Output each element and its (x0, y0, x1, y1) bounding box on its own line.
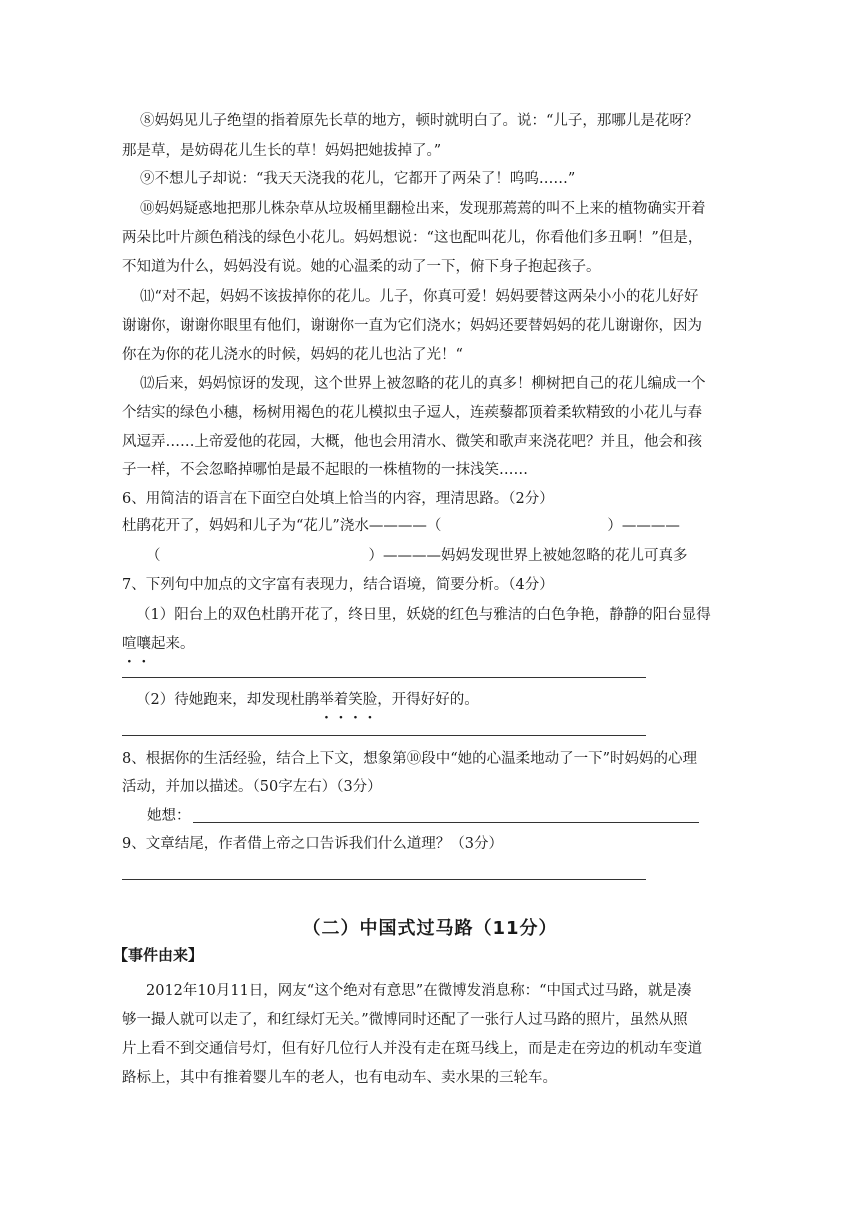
question-6-line-2-start: （ (146, 548, 161, 564)
question-8-she-thinks-label: 她想： (147, 808, 191, 824)
emphasis-dot-char: 脸 (362, 692, 378, 708)
answer-line-8[interactable] (193, 822, 699, 823)
question-7-2-start: （2）待她跑来，却发现杜鹃 (136, 692, 320, 708)
question-6-prompt: 6、用简洁的语言在下面空白处填上恰当的内容，理清思路。（2分） (122, 491, 554, 507)
paragraph-8-line-1: ⑧妈妈见儿子绝望的指着原先长草的地方，顿时就明白了。说：“儿子，那哪儿是花呀？ (140, 113, 699, 129)
answer-line-7-1[interactable] (122, 677, 646, 678)
paragraph-10-line-3: 不知道为什么，妈妈没有说。她的心温柔的动了一下，俯下身子抱起孩子。 (122, 259, 601, 275)
question-7-1-rest: 起来。 (151, 636, 195, 652)
emphasis-dot-char: 嚷 (136, 636, 151, 652)
section-2-line-2: 够一撮人就可以走了，和红绿灯无关。”微博同时还配了一张行人过马路的照片，虽然从照 (122, 1012, 688, 1028)
question-7-2 (136, 685, 756, 715)
paragraph-8-line-2: 那是草，是妨碍花儿生长的草！妈妈把她拔掉了。” (122, 143, 442, 159)
question-8-line-2: 活动，并加以描述。（50字左右）（3分） (122, 779, 382, 795)
question-7-2-end: ，开得好好的。 (377, 692, 479, 708)
question-7-prompt: 7、下列句中加点的文字富有表现力，结合语境，简要分析。（4分） (122, 577, 554, 593)
question-7-1-line-2 (122, 629, 742, 659)
paragraph-12-line-4: 子一样，不会忽略掉哪怕是最不起眼的一株植物的一抹浅笑…… (122, 462, 528, 478)
section-2-title: （二）中国式过马路（11分） (302, 918, 558, 939)
emphasis-dot-char: 着 (333, 692, 349, 708)
paragraph-12-line-1: ⑿后来，妈妈惊讶的发现，这个世界上被忽略的花儿的真多！柳树把自己的花儿编成一个 (140, 376, 706, 392)
question-6-line-2-end: ）————妈妈发现世界上被她忽略的花儿可真多 (368, 548, 688, 564)
section-2-heading: 【事件由来】 (113, 946, 204, 964)
question-7-1-dotted-words (122, 636, 151, 652)
paragraph-12-line-3: 风逗弄……上帝爱他的花园，大概，他也会用清水、微笑和歌声来浇花吧？并且，他会和孩 (122, 434, 702, 450)
paragraph-9: ⑨不想儿子却说：“我天天浇我的花儿，它都开了两朵了！呜呜……” (140, 171, 576, 187)
paragraph-10-line-2: 两朵比叶片颜色稍浅的绿色小花儿。妈妈想说：“这也配叫花儿，你看他们多丑啊！”但是， (122, 230, 703, 246)
paragraph-11-line-1: ⑾“对不起，妈妈不该拔掉你的花儿。儿子，你真可爱！妈妈要替这两朵小小的花儿好好 (140, 289, 699, 305)
emphasis-dot-char: 笑 (348, 692, 363, 708)
emphasis-dot-char: 举 (319, 692, 334, 708)
paragraph-11-line-3: 你在为你的花儿浇水的时候，妈妈的花儿也沾了光！“ (122, 347, 463, 363)
paragraph-10-line-1: ⑩妈妈疑惑地把那儿株杂草从垃圾桶里翻检出来，发现那蔫蔫的叫不上来的植物确实开着 (140, 201, 706, 217)
section-2-line-4: 路标上，其中有推着婴儿车的老人，也有电动车、卖水果的三轮车。 (122, 1070, 557, 1086)
question-6-line-2 (146, 541, 766, 571)
answer-line-7-2[interactable] (122, 735, 646, 736)
question-7-2-dotted-words (319, 692, 377, 708)
question-6-line-1-start: 杜鹃花开了，妈妈和儿子为“花儿”浇水————（ (122, 518, 442, 534)
paragraph-12-line-2: 个结实的绿色小穗，杨树用褐色的花儿模拟虫子逗人，连蒺藜都顶着柔软精致的小花儿与春 (122, 405, 702, 421)
section-2-line-1: 2012年10月11日，网友“这个绝对有意思”在微博发消息称：“中国式过马路，就是凑 (146, 983, 692, 999)
answer-line-9[interactable] (122, 879, 646, 880)
emphasis-dot-char: 喧 (122, 636, 137, 652)
question-6-line-1-end: ）———— (607, 518, 680, 534)
paragraph-11-line-2: 谢谢你，谢谢你眼里有他们，谢谢你一直为它们浇水；妈妈还要替妈妈的花儿谢谢你，因为 (122, 318, 702, 334)
question-7-1-line-1: （1）阳台上的双色杜鹃开花了，终日里，妖娆的红色与雅洁的白色争艳，静静的阳台显得 (136, 607, 711, 623)
question-8-line-1: 8、根据你的生活经验，结合上下文，想象第⑩段中“她的心温柔地动了一下”时妈妈的心理 (122, 751, 698, 767)
question-9-prompt: 9、文章结尾，作者借上帝之口告诉我们什么道理？（3分） (122, 836, 503, 852)
section-2-line-3: 片上看不到交通信号灯，但有好几位行人并没有走在斑马线上，而是走在旁边的机动车变道 (122, 1041, 702, 1057)
question-6-line-1 (122, 511, 722, 541)
